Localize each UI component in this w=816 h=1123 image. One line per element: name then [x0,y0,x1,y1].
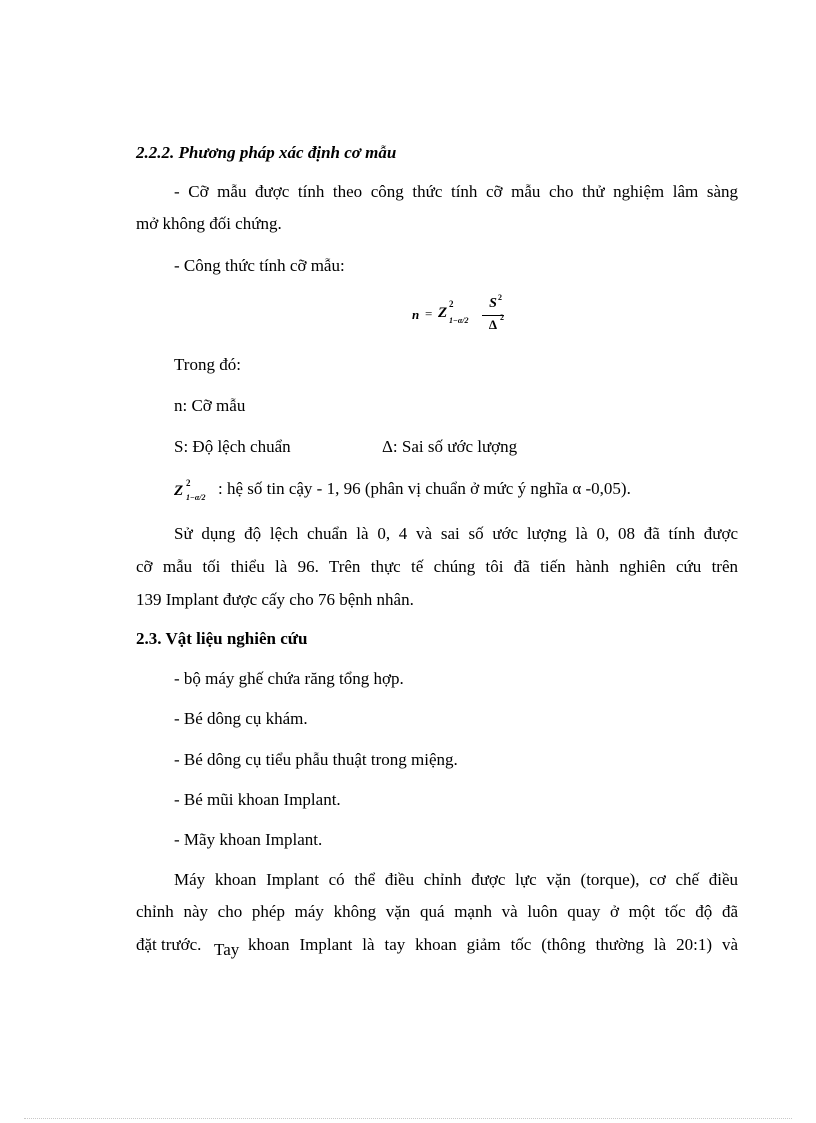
paragraph-2: - Công thức tính cỡ mẫu: [174,256,345,275]
list-item: - Bé dông cụ tiểu phẫu thuật trong miệng. [174,750,458,769]
formula-n: n [412,307,420,322]
z-symbol [174,480,222,504]
list-item: - Mãy khoan Implant. [174,830,323,849]
list-item: - Bé mũi khoan Implant. [174,790,341,809]
paragraph-3-line-2: cỡ mẫu tối thiểu là 96. Trên thực tế chúng tôi đã tiến hành nghiên cứu trên [136,557,738,576]
paragraph-1-line-1: - Cỡ mẫu được tính theo công thức tính cỡ mẫu cho thử nghiệm lâm sàng [174,182,738,201]
formula-z-superscript: 2 [449,299,454,309]
definition-delta: Δ: Sai số ước lượng [382,437,518,456]
definition-z: : hệ số tin cậy - 1, 96 (phân vị chuẩn ở mức ý nghĩa α -0,05). [218,479,631,498]
formula-denominator-superscript: 2 [500,313,504,322]
formula-numerator-superscript: 2 [498,293,502,302]
formula-numerator: S [489,296,497,311]
formula-z-subscript: 1−α/2 [449,316,469,325]
paragraph-4-line-3-b: Tay [214,940,240,959]
definition-n: n: Cỡ mẫu [174,396,246,415]
z-symbol-superscript: 2 [186,478,191,488]
formula-equals: = [425,306,433,321]
where-label: Trong đó: [174,355,241,374]
paragraph-4-line-2: chỉnh này cho phép máy không vặn quá mạnh và luôn quay ở một tốc độ đã [136,902,738,921]
paragraph-4-line-3-c: khoan Implant là tay khoan giảm tốc (thông thường là 20:1) và [248,935,738,954]
section-heading-222: 2.2.2. Phương pháp xác định cơ mẫu [136,143,397,162]
paragraph-1-line-2: mở không đối chứng. [136,214,282,233]
definition-s: S: Độ lệch chuẩn [174,437,291,456]
paragraph-3-line-3: 139 Implant được cấy cho 76 bệnh nhân. [136,590,414,609]
paragraph-4-line-3-a: đặt trước. [136,935,202,954]
formula-denominator: Δ [488,317,498,332]
paragraph-3-line-1: Sử dụng độ lệch chuẩn là 0, 4 và sai số ước lượng là 0, 08 đã tính được [174,524,738,543]
paragraph-4-line-1: Máy khoan Implant có thể điều chỉnh được lực vặn (torque), cơ chế điều [174,870,738,889]
formula-z: Z [438,305,448,321]
section-heading-23: 2.3. Vật liệu nghiên cứu [136,629,308,648]
z-symbol-subscript: 1−α/2 [186,493,206,502]
sample-size-formula [412,295,512,339]
z-symbol-letter: Z [174,483,184,499]
list-item: - Bé dông cụ khám. [174,709,308,728]
footer-divider [24,1118,792,1119]
list-item: - bộ máy ghế chứa răng tổng hợp. [174,669,404,688]
